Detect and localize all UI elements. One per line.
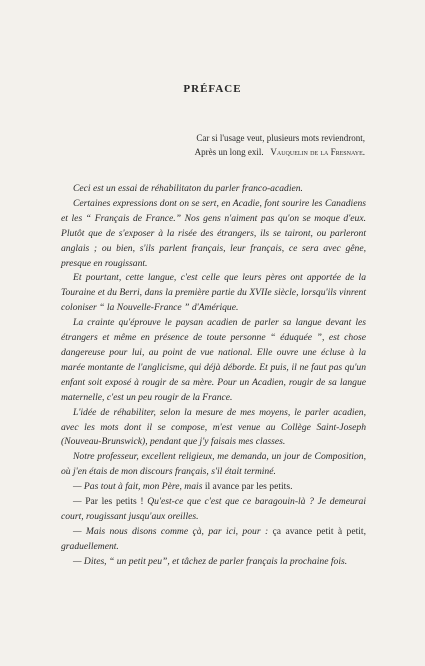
dialogue-quote: Par les petits ! (85, 496, 144, 508)
dialogue-text: — (73, 496, 86, 508)
dialogue-text: — Pas tout à fait, mon Père, mais (73, 481, 205, 493)
dialogue-line (61, 495, 366, 525)
dialogue-quote: ça avance petit à petit, (272, 525, 366, 537)
epigraph-line-2 (195, 147, 365, 157)
dialogue-quote: il avance par les petits. (204, 481, 293, 493)
preface-body (61, 182, 366, 570)
epigraph-author: Vauquelin de la Fresnaye. (270, 147, 365, 157)
dialogue-text: — Dites, “ un petit peu”, et tâchez de parler français la prochaine fois. (73, 555, 348, 567)
paragraph: Ceci est un essai de réhabilitaton du parler franco-acadien. (73, 183, 303, 194)
paragraph: L'idée de réhabiliter, selon la mesure de mes moyens, le parler acadien, avec les mots dont il se compose, m'est venue au Collège Saint-Joseph (Nouveau-Brunswick), pendant que j'y faisais mes classes. (61, 406, 366, 448)
dialogue-text: graduellement. (61, 540, 119, 552)
dialogue-line (61, 555, 366, 570)
paragraph: Et pourtant, cette langue, c'est celle que leurs pères ont apportée de la Touraine et du Berri, dans la première partie du XVIIe siècle, lorsqu'ils vinrent coloniser “ la Nouvelle-France ” d'Amérique. (61, 272, 366, 314)
page-title: PRÉFACE (183, 83, 242, 95)
dialogue-line (61, 480, 366, 495)
dialogue-text: Qu'est-ce que c'est que ce baragouin-là ? Je demeurai court, rougissant jusqu'aux oreilles. (61, 496, 366, 522)
paragraph: La crainte qu'éprouve le paysan acadien de parler sa langue devant les étrangers et même en présence de toute personne “ éduquée ”, est chose dangereuse pour lui, au point de vue national. Elle ouvre une écluse à la marée montante de l'anglicisme, qui déjà déborde. Et puis, il ne faut pas qu'un enfant soit exposé à rougir de sa mère. Pour un Acadien, rougir de sa langue maternelle, c'est un peu rougir de la France. (61, 317, 366, 403)
paragraph: Certaines expressions dont on se sert, en Acadie, font sourire les Canadiens et les “ Français de France.” Nos gens n'aiment pas qu'on se moque d'eux. Plutôt que de s'exposer à la risée des étrangers, ils se tairont, ou parleront anglais ; ou bien, s'ils parlent français, leur français, ce sera avec gêne, presque en rougissant. (61, 197, 366, 269)
dialogue-line (61, 525, 366, 555)
paragraph: Notre professeur, excellent religieux, me demanda, un jour de Composition, où j'en étais de mon discours français, s'il était terminé. (61, 451, 366, 478)
dialogue-text: — Mais nous disons comme çà, par ici, pour : (73, 525, 273, 537)
epigraph-line-1: Car si l'usage veut, plusieurs mots reviendront, (196, 133, 365, 143)
epigraph-line-2-text: Après un long exil. (194, 147, 264, 157)
